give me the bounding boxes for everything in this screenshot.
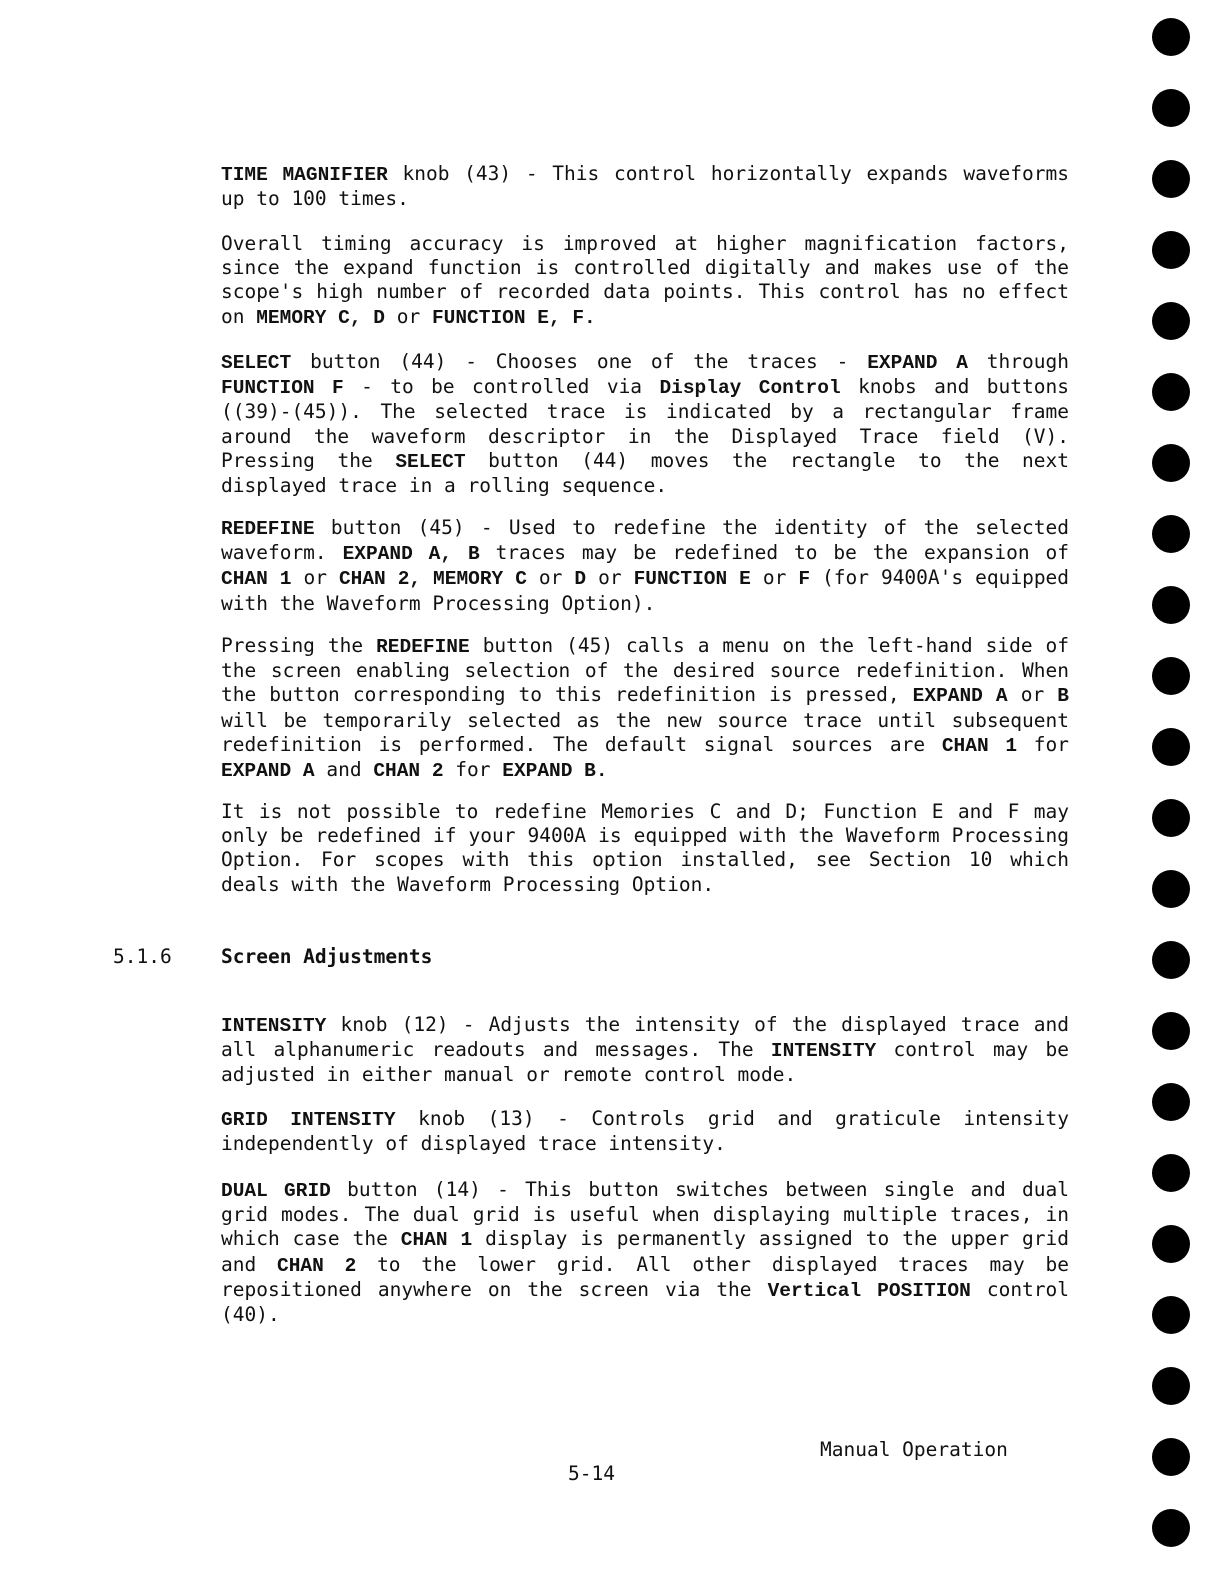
punch-hole [1152,728,1190,766]
text-run: or [291,566,339,590]
punch-hole [1152,1367,1190,1405]
punch-hole [1152,160,1190,198]
punch-hole [1152,1012,1190,1050]
punch-hole [1152,373,1190,411]
bold-term: Vertical POSITION [767,1279,971,1302]
punch-hole [1152,1296,1190,1334]
bold-term: EXPAND A [867,352,968,374]
section-title: Screen Adjustments [221,945,433,968]
section-number: 5.1.6 [113,945,172,968]
punch-hole [1152,231,1190,269]
footer-chapter-title: Manual Operation [820,1438,1008,1461]
punch-hole [1152,799,1190,837]
bold-term: SELECT [221,352,292,374]
text-run: for [1017,732,1069,756]
punch-hole [1152,657,1190,695]
text-run: and [314,758,374,782]
bold-term: TIME MAGNIFIER [221,164,388,186]
paragraph-time-magnifier [221,162,1069,211]
text-run: button (45) - Used to redefine the identity of the selected waveform. [221,516,1069,565]
bold-term: CHAN 2 [373,760,444,783]
text-run: button (44) moves the rectangle to the next displayed trace in a rolling sequence. [221,448,1069,498]
paragraph-timing-accuracy [221,232,1069,330]
text-run: will be temporarily selected as the new source trace until subsequent redefinition is performed. The default signal sources are [221,708,1069,756]
bold-term: CHAN 2, MEMORY C [338,568,527,591]
bold-term: B [1057,685,1069,708]
bold-term: INTENSITY [770,1040,877,1063]
paragraph-memories-note [221,800,1069,897]
bold-term: CHAN 1 [941,734,1018,757]
bold-term: REDEFINE [376,636,470,658]
bold-term: CHAN 2 [277,1254,357,1277]
bold-term: EXPAND A [912,685,1008,708]
bold-term: D [574,568,587,591]
text-run: or [526,566,575,590]
paragraph-grid-intensity-knob [221,1107,1069,1156]
punch-hole [1152,302,1190,340]
text-run: or [384,304,432,328]
text-run: button (45) calls a menu on the left-hand side of the screen enabling selection of the desired source redefinition. When the button corresponding to this redefinition is pressed, [221,634,1070,707]
punch-hole [1152,1225,1190,1263]
paragraph-intensity-knob [221,1013,1069,1088]
bold-term: CHAN 1 [400,1229,473,1252]
paragraph-dual-grid-button [221,1178,1069,1327]
text-run: knobs and buttons ((39)-(45)). The selected trace is indicated by a rectangular frame around the waveform descriptor in the Displayed Trace field (V). Pressing the [221,375,1069,472]
bold-term: DUAL GRID [221,1180,331,1202]
bold-term: SELECT [395,450,466,473]
text-run: button (44) - Chooses one of the traces - [291,350,868,373]
bold-term: FUNCTION E, F. [431,306,596,329]
text-run: or [750,566,799,590]
text-run: to the lower grid. All other displayed traces may be repositioned anywhere on the screen via the [221,1252,1069,1301]
paragraph-select-button [221,350,1069,498]
bold-term: GRID INTENSITY [221,1109,396,1131]
punch-hole [1152,1509,1190,1547]
bold-term: EXPAND A, B [342,543,480,566]
punch-hole [1152,515,1190,553]
bold-term: EXPAND B. [502,760,608,783]
text-run: Overall timing accuracy is improved at higher magnification factors, since the expand function is controlled digitally and makes use of the scope's high number of recorded data points. This control has no effect on [221,232,1069,328]
text-run: knob (13) - Controls grid and graticule intensity independently of displayed trace intensity. [221,1107,1069,1156]
bold-term: CHAN 1 [221,568,292,591]
punch-hole [1152,18,1190,56]
text-run: through [967,350,1069,373]
text-run: knob (43) - This control horizontally expands waveforms up to 100 times. [221,162,1069,211]
bold-term: MEMORY C, D [256,306,385,329]
punch-hole [1152,1438,1190,1476]
bold-term: FUNCTION E [633,568,751,591]
punch-hole [1152,444,1190,482]
text-run: for [443,758,503,782]
bold-term: EXPAND A [221,760,315,783]
page-number: 5-14 [568,1462,615,1485]
punch-hole [1152,89,1190,127]
bold-term: F [798,568,811,591]
punch-hole [1152,941,1190,979]
text-run: Pressing the [221,634,377,657]
text-run: or [1007,683,1058,707]
text-run: traces may be redefined to be the expansion of [479,541,1069,565]
punch-hole [1152,1083,1190,1121]
punch-hole [1152,1154,1190,1192]
text-run: - to be controlled via [343,375,660,399]
paragraph-redefine-button [221,516,1069,616]
text-run: knob (12) - Adjusts the intensity of the displayed trace and all alphanumeric readouts and messages. The [221,1013,1069,1062]
text-run: or [586,566,634,590]
text-run: It is not possible to redefine Memories C and D; Function E and F may only be redefined if your 9400A is equipped with the Waveform Processing Option. For scopes with this option installed, see Section 10 which deals with the Waveform Processing Option. [221,800,1069,896]
text-run: control (40). [221,1277,1070,1327]
punch-hole [1152,870,1190,908]
bold-term: REDEFINE [221,518,315,540]
bold-term: Display Control [659,377,841,400]
paragraph-redefine-menu [221,634,1069,783]
bold-term: FUNCTION F [221,377,344,400]
text-run: button (14) - This button switches between single and dual grid modes. The dual grid is useful when displaying multiple traces, in which case the [221,1178,1069,1251]
text-run: control may be adjusted in either manual or remote control mode. [221,1038,1070,1087]
text-run: display is permanently assigned to the upper grid and [221,1227,1069,1276]
text-run: (for 9400A's equipped with the Waveform Processing Option). [221,566,1070,615]
bold-term: INTENSITY [221,1015,327,1037]
punch-hole [1152,586,1190,624]
